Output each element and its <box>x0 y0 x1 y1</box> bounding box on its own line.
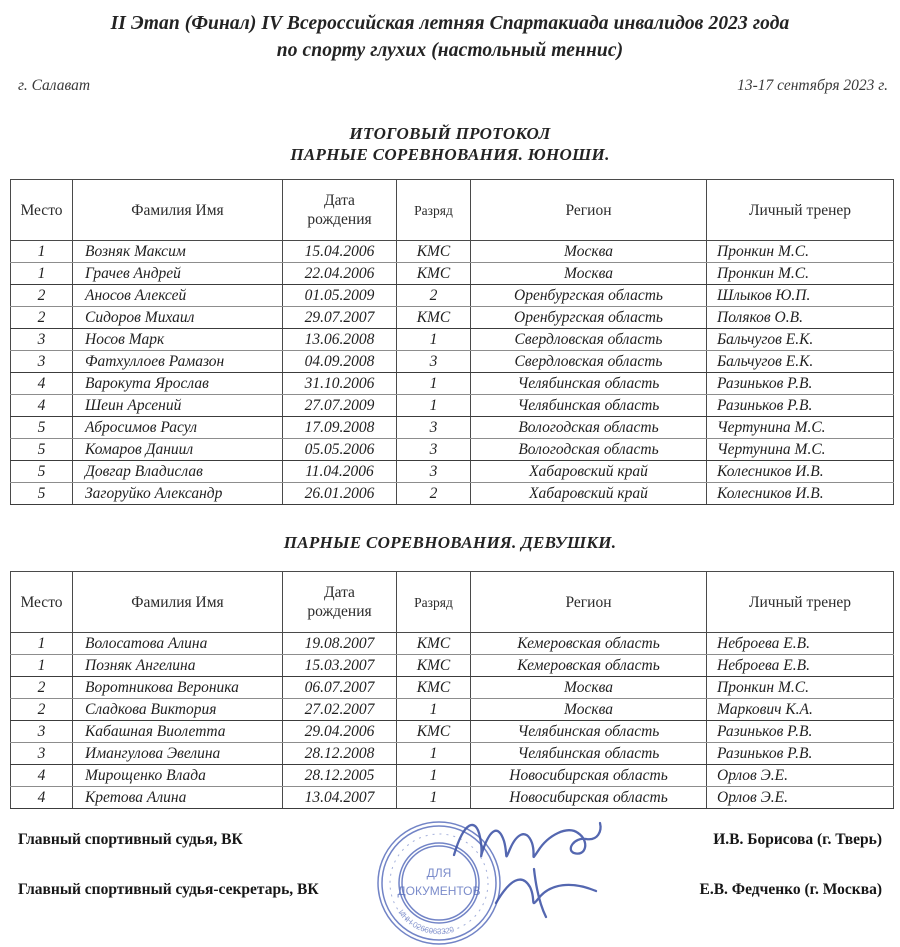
cell-place: 3 <box>11 351 73 373</box>
cell-name: Позняк Ангелина <box>73 655 283 677</box>
cell-region: Новосибирская область <box>471 787 707 809</box>
table-row <box>11 373 894 395</box>
girls-results-table <box>10 571 894 809</box>
protocol-heading <box>10 123 890 165</box>
cell-coach: Разиньков Р.В. <box>707 373 894 395</box>
cell-rank: 1 <box>397 329 471 351</box>
column-header-dob-line1: Дата <box>324 584 355 601</box>
cell-rank: КМС <box>397 241 471 263</box>
cell-dob: 26.01.2006 <box>283 483 397 505</box>
cell-rank: 3 <box>397 351 471 373</box>
document-title <box>38 10 862 64</box>
cell-place: 4 <box>11 787 73 809</box>
signature-person: И.В. Борисова (г. Тверь) <box>713 831 882 848</box>
cell-dob: 15.03.2007 <box>283 655 397 677</box>
event-city: г. Салават <box>18 77 91 94</box>
cell-place: 3 <box>11 743 73 765</box>
table-row <box>11 417 894 439</box>
column-header-rank: Разряд <box>397 180 471 241</box>
document-title-line1: II Этап (Финал) IV Всероссийская летняя Спартакиада инвалидов 2023 года <box>110 13 790 34</box>
cell-coach: Пронкин М.С. <box>707 241 894 263</box>
signature-rows <box>10 831 890 899</box>
signature-role: Главный спортивный судья-секретарь, ВК <box>18 881 319 898</box>
column-header-place: Место <box>11 572 73 633</box>
cell-dob: 27.07.2009 <box>283 395 397 417</box>
cell-rank: 3 <box>397 417 471 439</box>
cell-region: Вологодская область <box>471 439 707 461</box>
table-row <box>11 241 894 263</box>
cell-name: Воротникова Вероника <box>73 677 283 699</box>
table-row <box>11 439 894 461</box>
cell-rank: 3 <box>397 461 471 483</box>
cell-dob: 01.05.2009 <box>283 285 397 307</box>
column-header-region: Регион <box>471 572 707 633</box>
cell-coach: Пронкин М.С. <box>707 263 894 285</box>
signature-role: Главный спортивный судья, ВК <box>18 831 243 848</box>
column-header-coach: Личный тренер <box>707 180 894 241</box>
cell-region: Челябинская область <box>471 721 707 743</box>
boys-table-body <box>11 241 894 505</box>
cell-coach: Колесников И.В. <box>707 483 894 505</box>
girls-table-body <box>11 633 894 809</box>
signature-person: Е.В. Федченко (г. Москва) <box>699 881 882 898</box>
event-dates: 13-17 сентября 2023 г. <box>737 77 888 94</box>
girls-results-table-wrapper <box>10 571 890 809</box>
cell-region: Хабаровский край <box>471 461 707 483</box>
cell-place: 4 <box>11 395 73 417</box>
cell-region: Челябинская область <box>471 373 707 395</box>
protocol-heading-line2: ПАРНЫЕ СОРЕВНОВАНИЯ. ЮНОШИ. <box>290 145 610 164</box>
table-row <box>11 285 894 307</box>
column-header-dob-line1: Дата <box>324 192 355 209</box>
cell-rank: КМС <box>397 307 471 329</box>
column-header-coach: Личный тренер <box>707 572 894 633</box>
column-header-place: Место <box>11 180 73 241</box>
table-header-row <box>11 180 894 241</box>
cell-region: Свердловская область <box>471 351 707 373</box>
cell-rank: 1 <box>397 395 471 417</box>
cell-name: Аносов Алексей <box>73 285 283 307</box>
cell-name: Мирощенко Влада <box>73 765 283 787</box>
cell-region: Хабаровский край <box>471 483 707 505</box>
cell-rank: КМС <box>397 677 471 699</box>
cell-region: Москва <box>471 699 707 721</box>
cell-place: 4 <box>11 765 73 787</box>
cell-dob: 04.09.2008 <box>283 351 397 373</box>
girls-section-title: ПАРНЫЕ СОРЕВНОВАНИЯ. ДЕВУШКИ. <box>283 533 617 552</box>
cell-name: Варокута Ярослав <box>73 373 283 395</box>
table-row <box>11 461 894 483</box>
table-row <box>11 655 894 677</box>
cell-region: Челябинская область <box>471 395 707 417</box>
cell-rank: 2 <box>397 285 471 307</box>
signature-row <box>10 831 890 849</box>
cell-coach: Бальчугов Е.К. <box>707 329 894 351</box>
cell-place: 1 <box>11 633 73 655</box>
cell-name: Грачев Андрей <box>73 263 283 285</box>
cell-dob: 13.04.2007 <box>283 787 397 809</box>
table-row <box>11 765 894 787</box>
column-header-dob-line2: рождения <box>307 211 372 228</box>
cell-rank: 1 <box>397 787 471 809</box>
cell-rank: КМС <box>397 655 471 677</box>
svg-text:ДОКУМЕНТОВ: ДОКУМЕНТОВ <box>397 884 481 898</box>
cell-region: Москва <box>471 241 707 263</box>
cell-coach: Неброева Е.В. <box>707 633 894 655</box>
cell-dob: 06.07.2007 <box>283 677 397 699</box>
protocol-heading-line1: ИТОГОВЫЙ ПРОТОКОЛ <box>349 124 551 143</box>
svg-text:ИНН 0266063320: ИНН 0266063320 <box>396 908 456 937</box>
cell-name: Фатхуллоев Рамазон <box>73 351 283 373</box>
cell-coach: Поляков О.В. <box>707 307 894 329</box>
cell-dob: 29.07.2007 <box>283 307 397 329</box>
cell-rank: 1 <box>397 373 471 395</box>
cell-name: Возняк Максим <box>73 241 283 263</box>
cell-name: Сидоров Михаил <box>73 307 283 329</box>
cell-dob: 05.05.2006 <box>283 439 397 461</box>
cell-dob: 22.04.2006 <box>283 263 397 285</box>
cell-name: Кретова Алина <box>73 787 283 809</box>
cell-place: 5 <box>11 417 73 439</box>
cell-rank: 2 <box>397 483 471 505</box>
event-meta <box>18 77 888 95</box>
cell-dob: 29.04.2006 <box>283 721 397 743</box>
cell-place: 2 <box>11 285 73 307</box>
table-row <box>11 787 894 809</box>
cell-dob: 28.12.2008 <box>283 743 397 765</box>
cell-rank: КМС <box>397 721 471 743</box>
cell-place: 1 <box>11 655 73 677</box>
document-page <box>0 10 900 937</box>
cell-rank: 3 <box>397 439 471 461</box>
cell-region: Челябинская область <box>471 743 707 765</box>
signature-area <box>10 831 890 937</box>
cell-rank: 1 <box>397 699 471 721</box>
cell-coach: Разиньков Р.В. <box>707 743 894 765</box>
cell-dob: 13.06.2008 <box>283 329 397 351</box>
cell-region: Оренбургская область <box>471 285 707 307</box>
cell-dob: 31.10.2006 <box>283 373 397 395</box>
svg-text:ДЛЯ: ДЛЯ <box>426 866 452 880</box>
table-row <box>11 307 894 329</box>
cell-coach: Разиньков Р.В. <box>707 721 894 743</box>
column-header-region: Регион <box>471 180 707 241</box>
cell-region: Новосибирская область <box>471 765 707 787</box>
cell-coach: Орлов Э.Е. <box>707 765 894 787</box>
cell-place: 1 <box>11 263 73 285</box>
table-row <box>11 395 894 417</box>
cell-region: Оренбургская область <box>471 307 707 329</box>
cell-coach: Чертунина М.С. <box>707 439 894 461</box>
cell-place: 3 <box>11 329 73 351</box>
column-header-dob <box>283 572 397 633</box>
cell-place: 2 <box>11 677 73 699</box>
cell-place: 5 <box>11 461 73 483</box>
cell-coach: Колесников И.В. <box>707 461 894 483</box>
cell-region: Кемеровская область <box>471 633 707 655</box>
column-header-dob-line2: рождения <box>307 603 372 620</box>
cell-name: Загоруйко Александр <box>73 483 283 505</box>
cell-place: 2 <box>11 307 73 329</box>
table-row <box>11 483 894 505</box>
column-header-dob <box>283 180 397 241</box>
cell-region: Кемеровская область <box>471 655 707 677</box>
cell-coach: Неброева Е.В. <box>707 655 894 677</box>
girls-table-head <box>11 572 894 633</box>
cell-rank: 1 <box>397 743 471 765</box>
cell-name: Довгар Владислав <box>73 461 283 483</box>
cell-name: Абросимов Расул <box>73 417 283 439</box>
cell-place: 1 <box>11 241 73 263</box>
cell-name: Имангулова Эвелина <box>73 743 283 765</box>
document-title-line2: по спорту глухих (настольный теннис) <box>276 40 624 61</box>
cell-place: 5 <box>11 439 73 461</box>
boys-results-table-wrapper <box>10 179 890 505</box>
column-header-name: Фамилия Имя <box>73 572 283 633</box>
cell-name: Шеин Арсений <box>73 395 283 417</box>
table-row <box>11 743 894 765</box>
cell-name: Комаров Даниил <box>73 439 283 461</box>
cell-name: Носов Марк <box>73 329 283 351</box>
cell-dob: 15.04.2006 <box>283 241 397 263</box>
cell-place: 2 <box>11 699 73 721</box>
boys-results-table <box>10 179 894 505</box>
cell-coach: Шлыков Ю.П. <box>707 285 894 307</box>
cell-name: Волосатова Алина <box>73 633 283 655</box>
signature-row <box>10 881 890 899</box>
cell-place: 5 <box>11 483 73 505</box>
cell-dob: 28.12.2005 <box>283 765 397 787</box>
cell-dob: 27.02.2007 <box>283 699 397 721</box>
cell-rank: 1 <box>397 765 471 787</box>
cell-coach: Бальчугов Е.К. <box>707 351 894 373</box>
table-header-row <box>11 572 894 633</box>
cell-coach: Орлов Э.Е. <box>707 787 894 809</box>
table-row <box>11 329 894 351</box>
table-row <box>11 633 894 655</box>
cell-coach: Пронкин М.С. <box>707 677 894 699</box>
cell-name: Кабашная Виолетта <box>73 721 283 743</box>
cell-coach: Маркович К.А. <box>707 699 894 721</box>
table-row <box>11 699 894 721</box>
table-row <box>11 351 894 373</box>
table-row <box>11 721 894 743</box>
column-header-rank: Разряд <box>397 572 471 633</box>
cell-place: 3 <box>11 721 73 743</box>
cell-place: 4 <box>11 373 73 395</box>
cell-rank: КМС <box>397 263 471 285</box>
cell-region: Вологодская область <box>471 417 707 439</box>
table-row <box>11 677 894 699</box>
cell-dob: 11.04.2006 <box>283 461 397 483</box>
cell-rank: КМС <box>397 633 471 655</box>
boys-table-head <box>11 180 894 241</box>
cell-coach: Разиньков Р.В. <box>707 395 894 417</box>
cell-region: Москва <box>471 677 707 699</box>
cell-region: Москва <box>471 263 707 285</box>
cell-dob: 17.09.2008 <box>283 417 397 439</box>
cell-name: Сладкова Виктория <box>73 699 283 721</box>
cell-region: Свердловская область <box>471 329 707 351</box>
table-row <box>11 263 894 285</box>
cell-coach: Чертунина М.С. <box>707 417 894 439</box>
cell-dob: 19.08.2007 <box>283 633 397 655</box>
column-header-name: Фамилия Имя <box>73 180 283 241</box>
